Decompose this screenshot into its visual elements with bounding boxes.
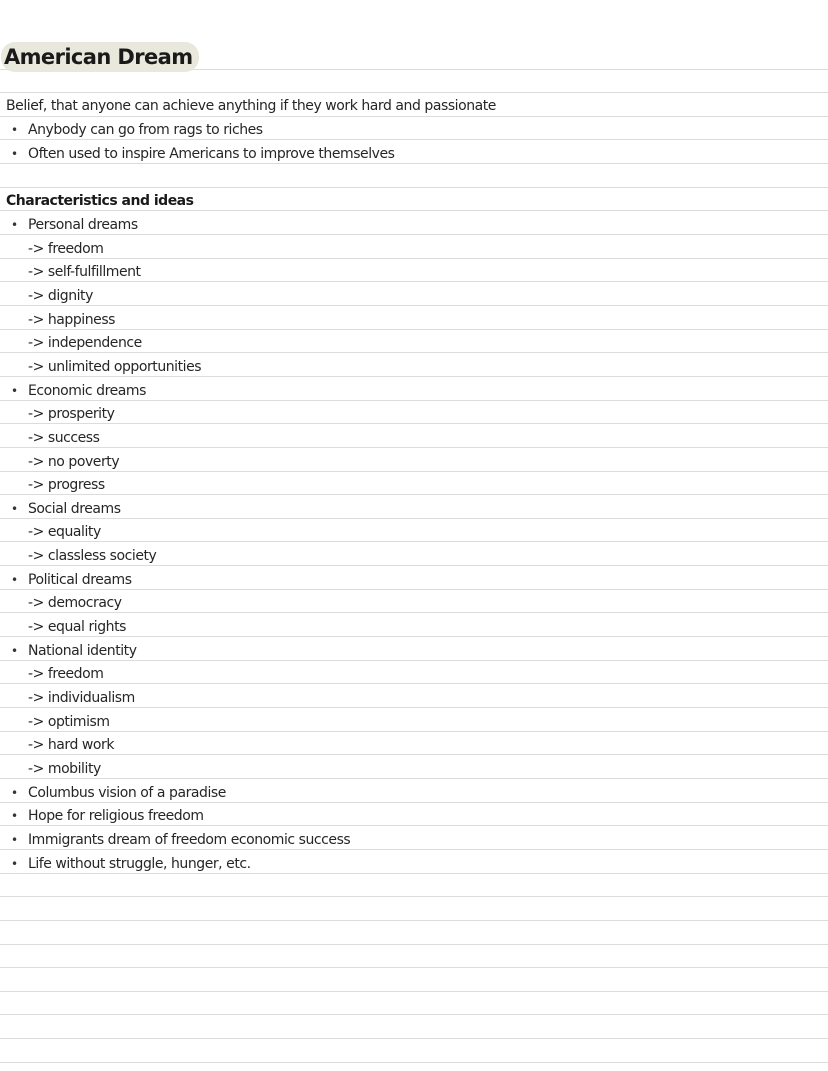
section-heading-text: Characteristics and ideas bbox=[6, 193, 194, 209]
sub-list-item-text: -> dignity bbox=[28, 288, 93, 304]
rule-line bbox=[0, 612, 828, 613]
rule-line bbox=[0, 471, 828, 472]
note-title: American Dream bbox=[1, 42, 199, 72]
bullet-icon: • bbox=[11, 384, 18, 398]
bullet-icon: • bbox=[11, 644, 18, 658]
rule-line bbox=[0, 447, 828, 448]
rule-line bbox=[0, 494, 828, 495]
bullet-icon: • bbox=[11, 809, 18, 823]
rule-line bbox=[0, 1062, 828, 1063]
rule-line bbox=[0, 920, 828, 921]
rule-line bbox=[0, 258, 828, 259]
sub-list-item-text: -> happiness bbox=[28, 312, 116, 328]
sub-list-item-text: -> individualism bbox=[28, 690, 135, 706]
rule-line bbox=[0, 754, 828, 755]
list-item-text: Social dreams bbox=[28, 501, 121, 517]
rule-line bbox=[0, 683, 828, 684]
sub-list-item-text: -> unlimited opportunities bbox=[28, 359, 202, 375]
rule-line bbox=[0, 967, 828, 968]
note-title-container bbox=[1, 42, 199, 72]
rule-line bbox=[0, 92, 828, 93]
rule-line bbox=[0, 896, 828, 897]
rule-line bbox=[0, 1038, 828, 1039]
sub-list-item-text: -> prosperity bbox=[28, 406, 115, 422]
sub-list-item-text: -> no poverty bbox=[28, 454, 120, 470]
sub-list-item-text: -> freedom bbox=[28, 241, 104, 257]
bullet-icon: • bbox=[11, 123, 18, 137]
rule-line bbox=[0, 518, 828, 519]
bullet-icon: • bbox=[11, 573, 18, 587]
list-item-text: Personal dreams bbox=[28, 217, 138, 233]
rule-line bbox=[0, 187, 828, 188]
list-item-text: Columbus vision of a paradise bbox=[28, 785, 226, 801]
bullet-icon: • bbox=[11, 786, 18, 800]
sub-list-item-text: -> hard work bbox=[28, 737, 115, 753]
list-item-text: Hope for religious freedom bbox=[28, 808, 204, 824]
sub-list-item-text: -> democracy bbox=[28, 595, 122, 611]
sub-list-item-text: -> progress bbox=[28, 477, 105, 493]
rule-line bbox=[0, 944, 828, 945]
sub-list-item-text: -> self-fulfillment bbox=[28, 264, 141, 280]
rule-line bbox=[0, 423, 828, 424]
sub-list-item-text: -> equality bbox=[28, 524, 101, 540]
rule-line bbox=[0, 541, 828, 542]
list-item-text: National identity bbox=[28, 643, 137, 659]
list-item-text: Political dreams bbox=[28, 572, 132, 588]
definition-text: Belief, that anyone can achieve anything if they work hard and passionate bbox=[6, 98, 496, 114]
section-heading bbox=[6, 190, 193, 214]
rule-line bbox=[0, 778, 828, 779]
rule-line bbox=[0, 991, 828, 992]
rule-line bbox=[0, 329, 828, 330]
sub-list-item-text: -> optimism bbox=[28, 714, 110, 730]
list-item-text: Often used to inspire Americans to improve themselves bbox=[28, 146, 395, 162]
rule-line bbox=[0, 1014, 828, 1015]
list-item-text: Anybody can go from rags to riches bbox=[28, 122, 263, 138]
bullet-icon: • bbox=[11, 502, 18, 516]
list-item-text: Immigrants dream of freedom economic success bbox=[28, 832, 351, 848]
rule-line bbox=[0, 305, 828, 306]
sub-list-item-text: -> independence bbox=[28, 335, 142, 351]
rule-line bbox=[0, 731, 828, 732]
definition-line bbox=[6, 95, 496, 119]
sub-list-item-text: -> freedom bbox=[28, 666, 104, 682]
sub-list-item-text: -> success bbox=[28, 430, 100, 446]
sub-list-item-text: -> equal rights bbox=[28, 619, 126, 635]
bullet-icon: • bbox=[11, 857, 18, 871]
bullet-icon: • bbox=[11, 833, 18, 847]
list-item-text: Economic dreams bbox=[28, 383, 146, 399]
bullet-icon: • bbox=[11, 218, 18, 232]
sub-list-item-text: -> mobility bbox=[28, 761, 101, 777]
bullet-icon: • bbox=[11, 147, 18, 161]
list-item-text: Life without struggle, hunger, etc. bbox=[28, 856, 251, 872]
sub-list-item-text: -> classless society bbox=[28, 548, 157, 564]
